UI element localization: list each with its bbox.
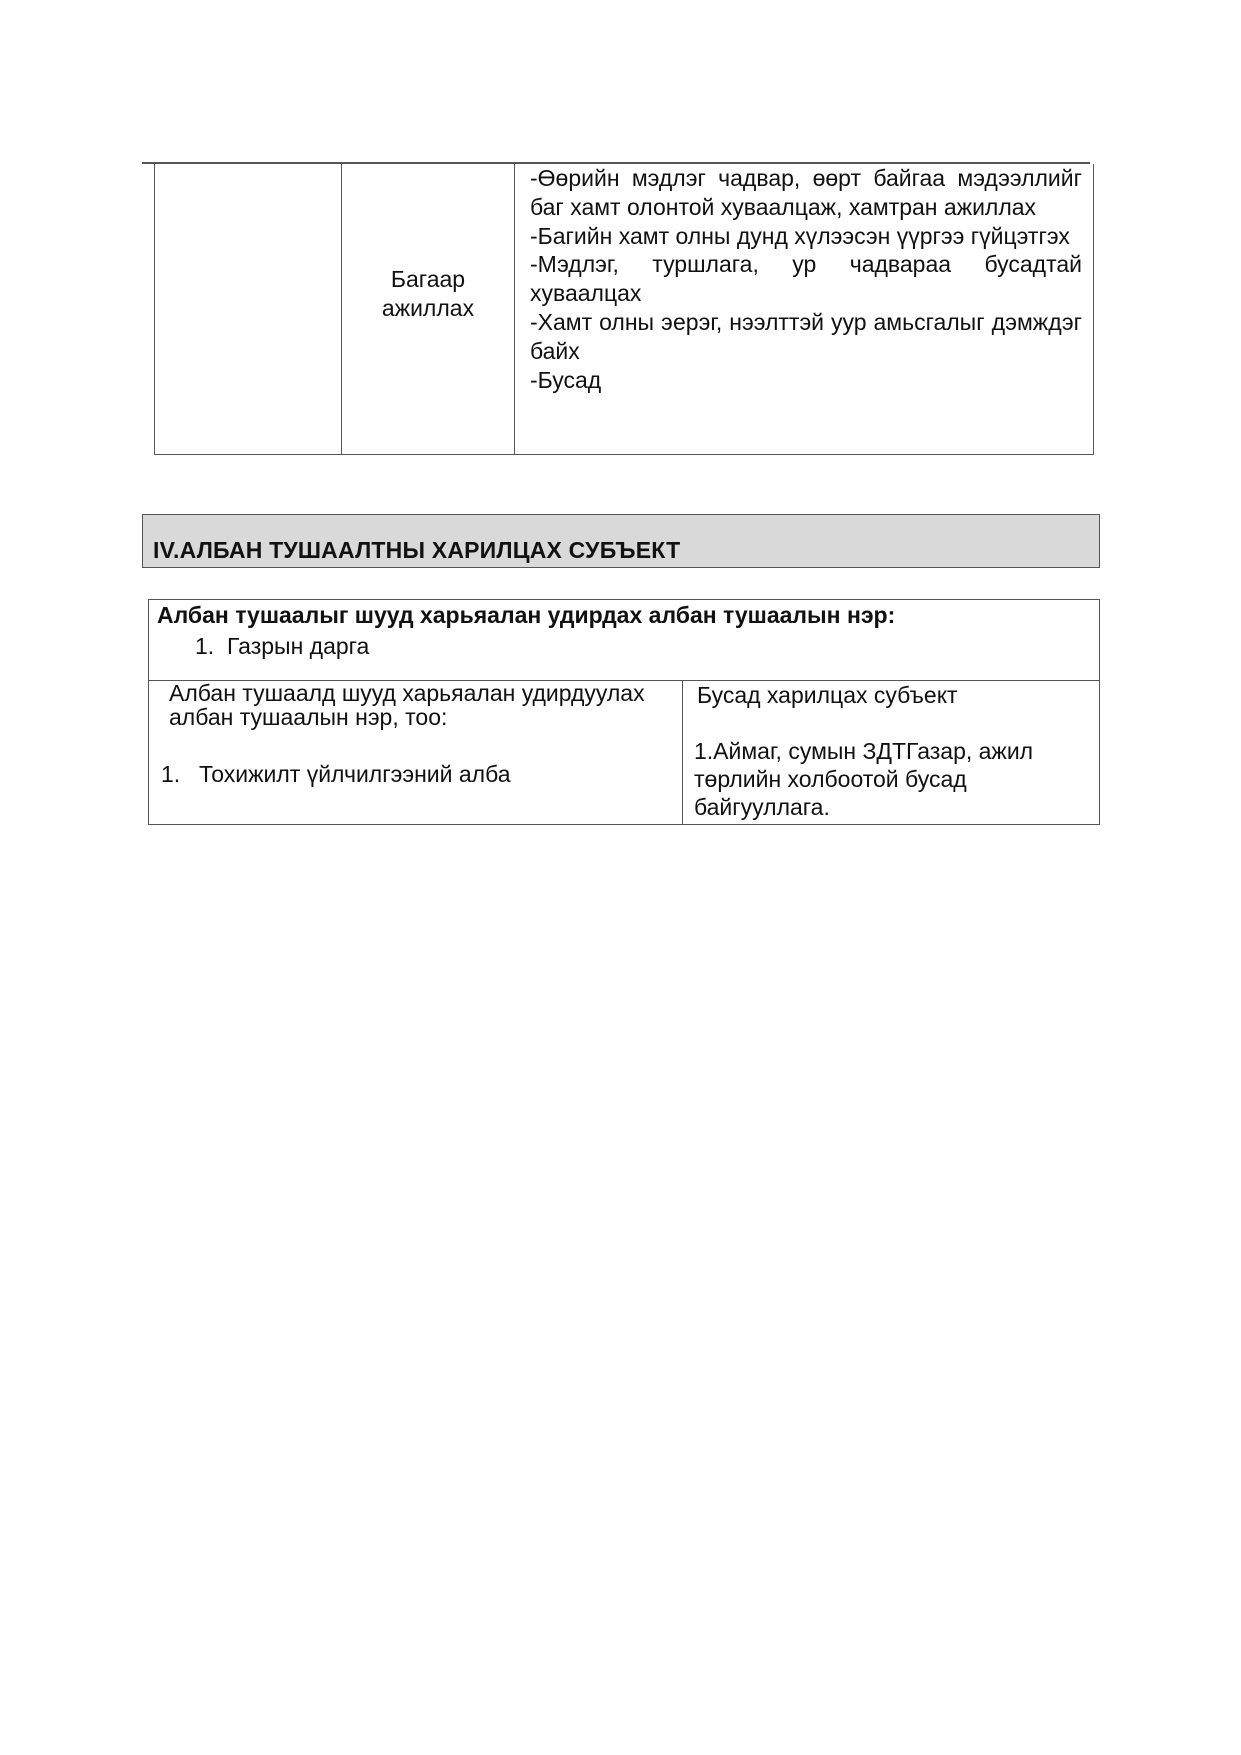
subordinate-label: Албан тушаалд шууд харьяалан удирдуулах албан тушаалын нэр, тоо: — [169, 680, 645, 730]
supervisor-label: Албан тушаалыг шууд харьяалан удирдах албан тушаалын нэр: — [157, 602, 896, 628]
competency-name-cell — [342, 164, 515, 454]
other-subjects-label: Бусад харилцах субъект — [697, 682, 958, 708]
supervisor-name: Газрын дарга — [227, 633, 370, 659]
description-line: -Мэдлэг, туршлага, ур чадвараа бусадтай хуваалцах — [530, 251, 1082, 307]
supervisor-row — [149, 600, 1099, 681]
list-number: 1. — [195, 633, 215, 659]
description-line: -Өөрийн мэдлэг чадвар, өөрт байгаа мэдээллийг баг хамт олонтой хуваалцаж, хамтран ажиллах — [530, 165, 1082, 220]
column-divider — [682, 681, 683, 824]
list-number: 1. — [161, 761, 181, 787]
section-header — [142, 514, 1100, 568]
description-line: -Бусад — [530, 366, 602, 393]
description-line: -Хамт олны эерэг, нээлттэй уур амьсгалыг дэмждэг байх — [530, 308, 1082, 364]
other-subjects-item: 1.Аймаг, сумын ЗДТГазар, ажил төрлийн холбоотой бусад байгууллага. — [694, 738, 1034, 820]
supervisor-item — [195, 633, 369, 660]
competency-group-cell — [155, 164, 342, 454]
relations-table — [148, 599, 1100, 825]
section-title: IV.АЛБАН ТУШААЛТНЫ ХАРИЛЦАХ СУБЪЕКТ — [153, 537, 681, 563]
competency-table — [154, 164, 1094, 455]
subordinate-name: Тохижилт үйлчилгээний алба — [199, 761, 511, 787]
description-line: -Багийн хамт олны дунд хүлээсэн үүргээ гүйцэтгэх — [530, 222, 1070, 249]
competency-name: Багаар ажиллах — [381, 266, 475, 321]
competency-description-cell — [530, 164, 1082, 394]
subordinate-item — [161, 761, 511, 788]
